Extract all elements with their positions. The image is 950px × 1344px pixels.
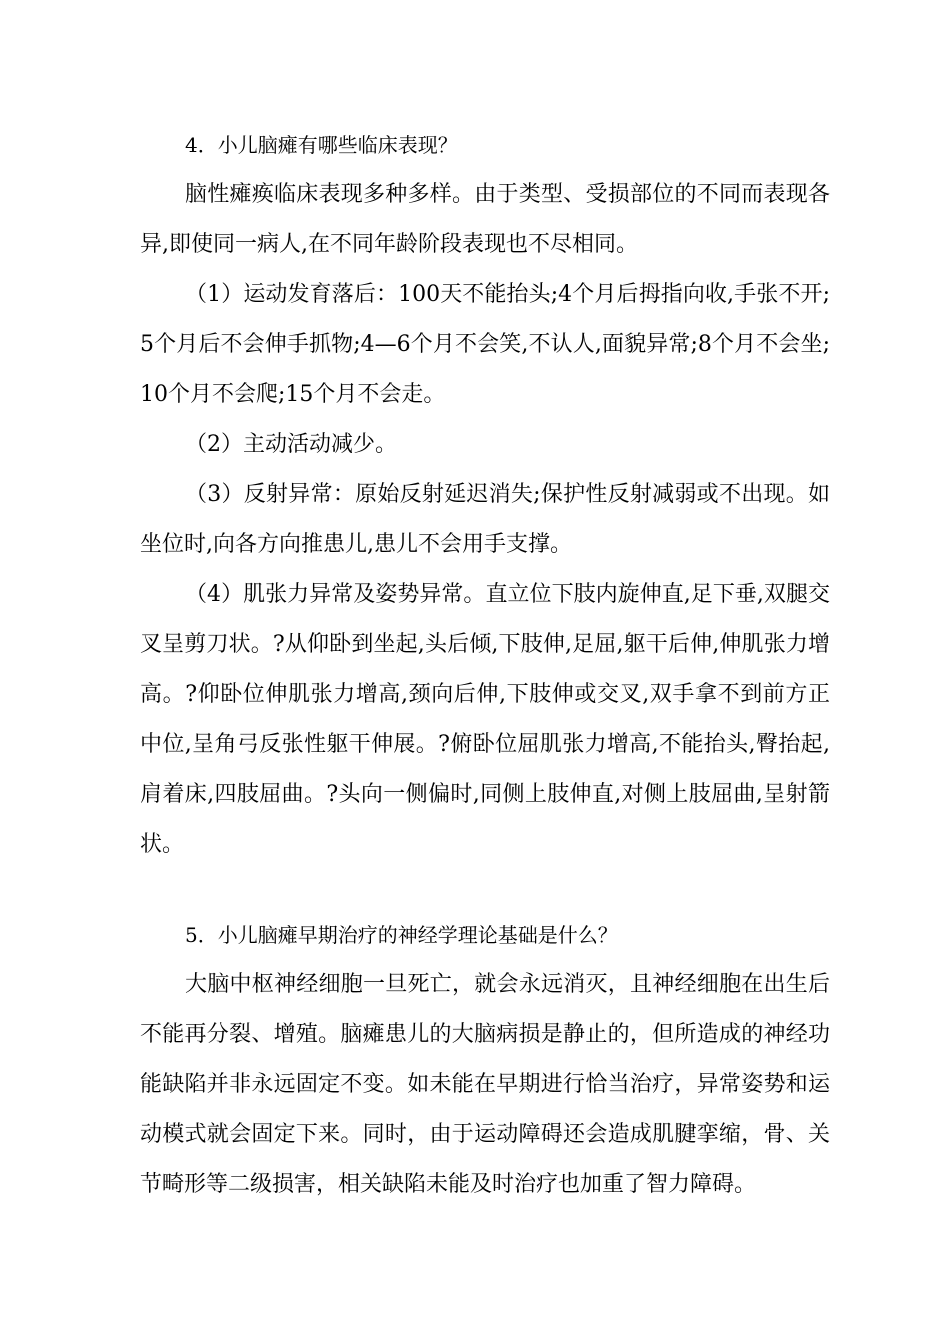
section-4-paragraph-1: 脑性瘫痪临床表现多种多样。由于类型、受损部位的不同而表现各异,即使同一病人,在不同年龄阶段表现也不尽相同。 xyxy=(140,182,830,257)
section-4-paragraph-2: （1）运动发育落后：100天不能抬头;4个月后拇指向收,手张不开;5个月后不会伸手抓物;4—6个月不会笑,不认人,面貌异常;8个月不会坐;10个月不会爬;15个月不会走。 xyxy=(140,282,830,407)
section-4-title: 4．小儿脑瘫有哪些临床表现？ xyxy=(185,133,458,157)
section-spacer xyxy=(140,870,830,910)
section-5-title: 5．小儿脑瘫早期治疗的神经学理论基础是什么？ xyxy=(185,923,618,947)
section-4-paragraph-3: （2）主动活动减少。 xyxy=(185,432,397,457)
section-4-paragraph-4: （3）反射异常：原始反射延迟消失;保护性反射减弱或不出现。如坐位时,向各方向推患儿,患儿不会用手支撑。 xyxy=(140,482,830,557)
section-4-paragraph-5: （4）肌张力异常及姿势异常。直立位下肢内旋伸直,足下垂,双腿交叉呈剪刀状。?从仰卧到坐起,头后倾,下肢伸,足屈,躯干后伸,伸肌张力增高。?仰卧位伸肌张力增高,颈向后伸,下肢伸或交叉,双手拿不到前方正中位,呈角弓反张性躯干伸展。?俯卧位屈肌张力增高,不能抬头,臀抬起,肩着床,四肢屈曲。?头向一侧偏时,同侧上肢伸直,对侧上肢屈曲,呈射箭状。 xyxy=(140,582,830,857)
section-5-paragraph-1: 大脑中枢神经细胞一旦死亡，就会永远消灭，且神经细胞在出生后不能再分裂、增殖。脑瘫患儿的大脑病损是静止的，但所造成的神经功能缺陷并非永远固定不变。如未能在早期进行恰当治疗，异常姿势和运动模式就会固定下来。同时，由于运动障碍还会造成肌腱挛缩，骨、关节畸形等二级损害，相关缺陷未能及时治疗也加重了智力障碍。 xyxy=(140,972,830,1197)
document-content xyxy=(140,120,830,1210)
